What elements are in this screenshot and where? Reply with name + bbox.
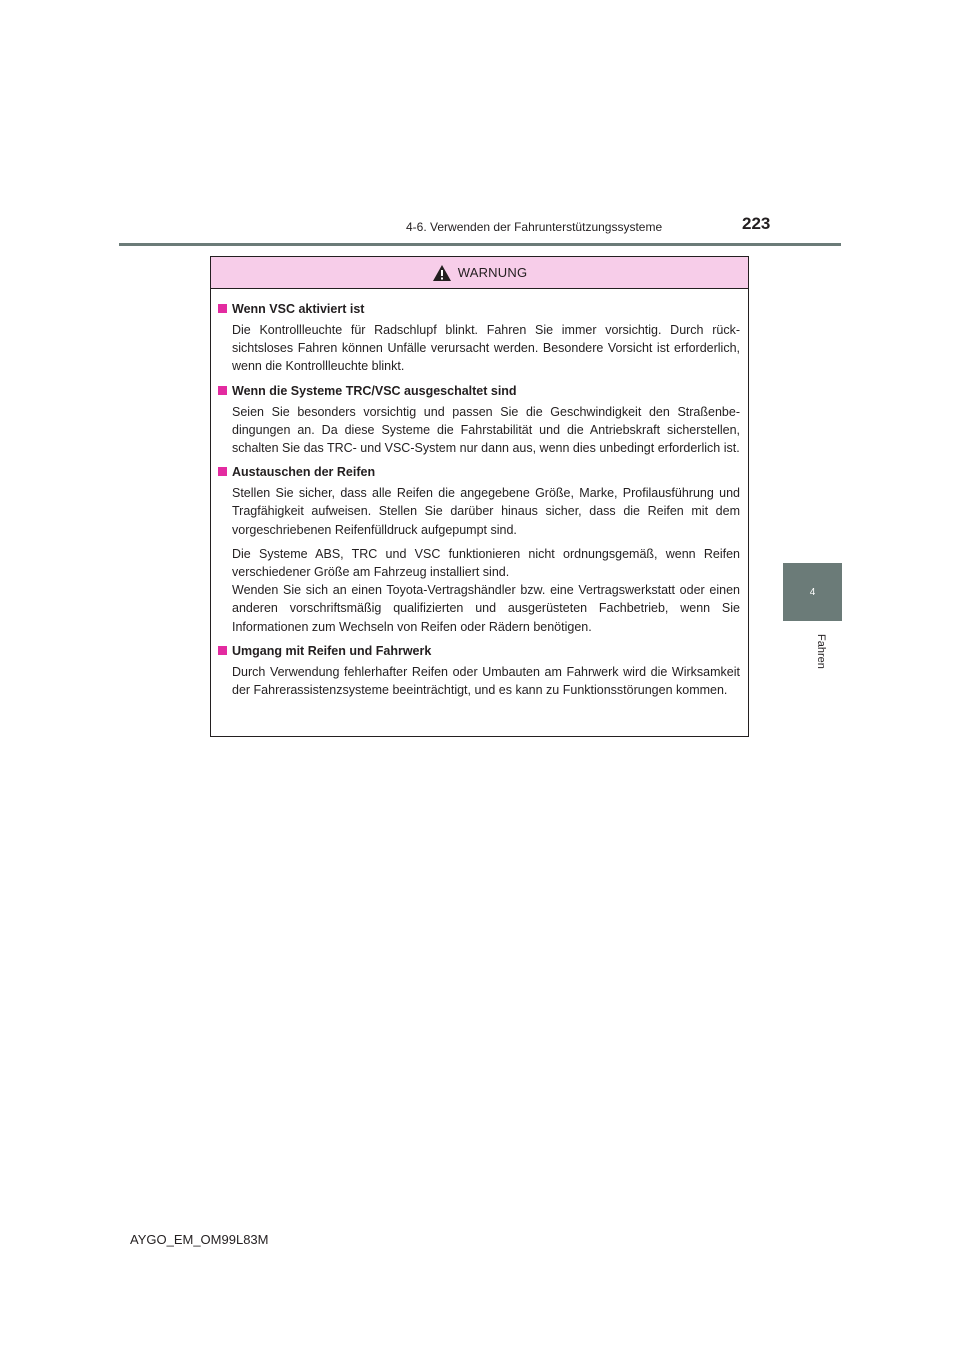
page-number: 223 (742, 214, 771, 233)
header-rule (119, 243, 841, 246)
warning-title: WARNUNG (457, 265, 528, 280)
side-tab-chapter-label: Fahren (815, 634, 827, 669)
section-paragraph: Die Kontrollleuchte für Radschlupf blinkt. Fahren Sie immer vorsichtig. Durch rücksichtsloses Fahren können Unfälle verursacht werden. Besondere Vorsicht ist erforderlich, wenn die Kontrollleuchte blinkt. (232, 323, 740, 374)
warning-header (211, 257, 748, 289)
section-heading (218, 642, 740, 660)
header-section-title: 4-6. Verwenden der Fahrunterstützungssysteme (406, 220, 663, 234)
section-heading-text: Umgang mit Reifen und Fahrwerk (232, 643, 432, 658)
section-heading (218, 300, 740, 318)
section-paragraph: Die Systeme ABS, TRC und VSC funktionieren nicht ordnungsgemäß, wenn Reifen verschiedener Größe am Fahrzeug installiert sind. Wenden Sie sich an einen Toyota-Vertragshändler bzw. eine Vertragswerkstatt oder einen anderen vorschriftsmäßig qualifizierten und ausgerüsteten Fachbetrieb, wenn Sie Informationen zum Wechseln von Reifen oder Rädern benötigen. (232, 546, 740, 634)
warning-box (210, 256, 749, 737)
square-bullet-icon (218, 304, 227, 313)
section-paragraph: Stellen Sie sicher, dass alle Reifen die angegebene Größe, Marke, Profilausführung und Tragfähigkeit aufweisen. Stellen Sie darüber hinaus sicher, dass die Reifen mit dem vorgeschriebenen Reifenfülldruck aufgepumpt sind. (232, 486, 740, 537)
section-paragraph: Seien Sie besonders vorsichtig und passen Sie die Geschwindigkeit den Straßenbedingungen an. Da diese Systeme die Fahrstabilität und die Antriebskraft sicherstellen, schalten Sie das TRC- und VSC-System nur dann aus, wenn dies unbedingt erforderlich ist. (232, 404, 740, 456)
warning-triangle-icon (432, 264, 452, 282)
section-heading-text: Wenn die Systeme TRC/VSC ausgeschaltet sind (232, 383, 517, 398)
section-heading (218, 382, 740, 400)
section-heading-text: Wenn VSC aktiviert ist (232, 302, 365, 316)
footer-document-code: AYGO_EM_OM99L83M (130, 1232, 269, 1247)
square-bullet-icon (218, 386, 227, 395)
section-paragraph: Durch Verwendung fehlerhafter Reifen oder Umbauten am Fahrwerk wird die Wirksamkeit der Fahrerassistenzsysteme beeinträchtigt, und es kann zu Funktionsstörungen kommen. (232, 664, 740, 698)
section-heading-text: Austauschen der Reifen (232, 465, 376, 480)
side-tab-chapter-number: 4 (783, 563, 842, 621)
square-bullet-icon (218, 467, 227, 476)
section-heading (218, 463, 740, 481)
warning-body (211, 289, 748, 699)
square-bullet-icon (218, 646, 227, 655)
